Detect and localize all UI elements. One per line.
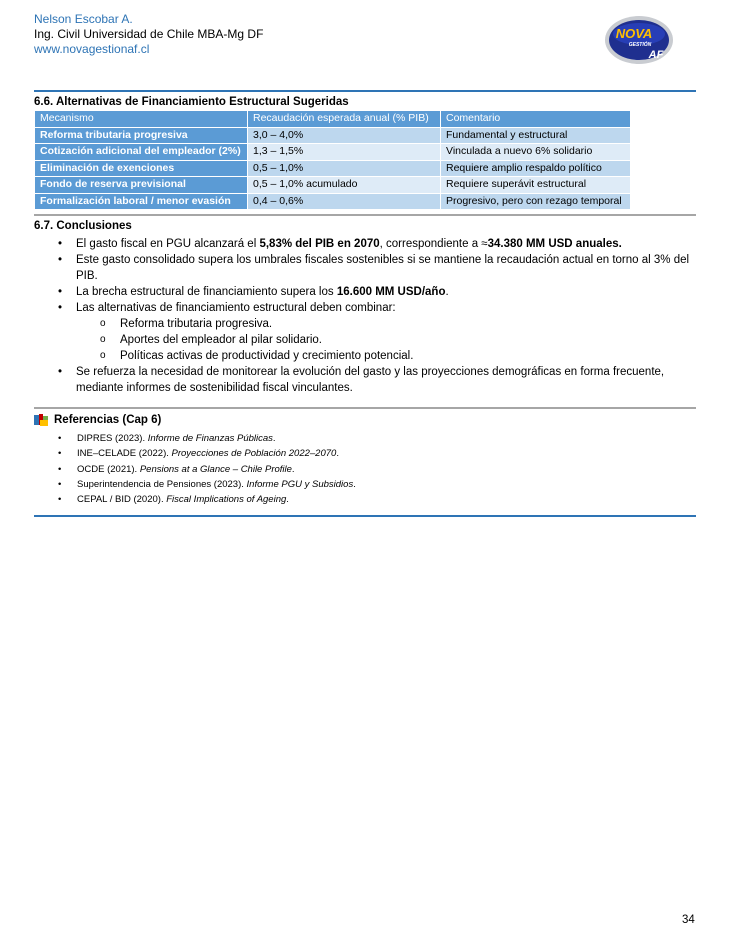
table-row	[35, 160, 631, 177]
text-run: Aportes del empleador al pilar solidario.	[120, 334, 322, 346]
header-divider	[34, 90, 696, 92]
text-run: Reforma tributaria progresiva.	[120, 318, 273, 330]
text-italic: Fiscal Implications of Ageing	[166, 494, 287, 506]
list-item	[34, 284, 696, 300]
col-header-recaudacion: Recaudación esperada anual (% PIB)	[248, 111, 441, 128]
col-header-mecanismo: Mecanismo	[35, 111, 248, 128]
text-run: , correspondiente a ≈	[379, 238, 488, 250]
reference-item	[34, 446, 356, 461]
bullet-icon: •	[58, 433, 62, 444]
text-run: .	[445, 286, 449, 298]
reference-item	[34, 431, 356, 446]
text-run: La brecha estructural de financiamiento supera los	[76, 286, 337, 298]
table-row	[35, 144, 631, 161]
section-divider	[34, 407, 696, 409]
references-list	[34, 431, 356, 507]
sub-list-item	[76, 332, 696, 348]
reference-item	[34, 492, 356, 507]
text-run: OCDE (2021).	[77, 463, 140, 475]
page-number: 34	[682, 914, 695, 926]
text-run: .	[286, 494, 289, 506]
sub-list	[76, 316, 696, 364]
text-run: .	[336, 448, 339, 460]
circle-bullet-icon: o	[100, 350, 106, 361]
cell-comentario: Requiere amplio respaldo político	[441, 160, 631, 177]
list-item	[34, 300, 696, 364]
table-row	[35, 177, 631, 194]
list-item	[34, 364, 696, 396]
cell-comentario: Fundamental y estructural	[441, 127, 631, 144]
section-66-title: 6.6. Alternativas de Financiamiento Estructural Sugeridas	[34, 96, 349, 108]
bullet-icon: •	[58, 494, 62, 506]
text-italic: Pensions at a Glance – Chile Profile	[139, 463, 292, 475]
cell-comentario: Requiere superávit estructural	[441, 177, 631, 194]
nova-gestion-logo	[604, 14, 674, 66]
table-row	[35, 193, 631, 210]
bullet-icon: •	[58, 366, 63, 378]
table-row	[35, 127, 631, 144]
text-run: Las alternativas de financiamiento estructural deben combinar:	[76, 302, 396, 314]
bullet-icon: •	[58, 238, 63, 250]
text-run: Políticas activas de productividad y crecimiento potencial.	[120, 350, 414, 362]
text-run: CEPAL / BID (2020).	[77, 494, 167, 506]
cell-mecanismo: Eliminación de exenciones	[35, 160, 248, 177]
website-link[interactable]: www.novagestionaf.cl	[34, 42, 150, 56]
bullet-icon: •	[58, 302, 63, 314]
text-run: .	[353, 478, 356, 490]
references-title-text: Referencias (Cap 6)	[54, 414, 162, 426]
list-item	[34, 252, 696, 284]
logo-gestion-text: GESTIÓN	[628, 42, 652, 48]
text-bold: 16.600 MM USD/año	[336, 286, 446, 298]
page-header	[34, 12, 263, 57]
author-name: Nelson Escobar A.	[34, 12, 133, 26]
text-run: Superintendencia de Pensiones (2023).	[77, 478, 247, 490]
cell-mecanismo: Formalización laboral / menor evasión	[35, 193, 248, 210]
bullet-icon: •	[58, 463, 62, 475]
bullet-icon: •	[58, 478, 62, 490]
cell-recaudacion: 3,0 – 4,0%	[248, 127, 441, 144]
books-icon	[34, 414, 48, 426]
text-bold: 5,83% del PIB en 2070	[259, 238, 380, 250]
conclusions-list	[34, 236, 696, 396]
logo-af-text: AF	[648, 49, 664, 61]
text-bold: 34.380 MM USD anuales.	[487, 238, 622, 250]
text-run: INE–CELADE (2022).	[77, 448, 172, 460]
reference-item	[34, 477, 356, 492]
text-run: Este gasto consolidado supera los umbrales fiscales sostenibles si se mantiene la recaudación actual en torno al 3% del PIB.	[76, 254, 690, 282]
section-67-title: 6.7. Conclusiones	[34, 220, 132, 232]
text-run: DIPRES (2023).	[77, 433, 148, 444]
list-item	[34, 236, 696, 252]
cell-recaudacion: 0,5 – 1,0%	[248, 160, 441, 177]
footer-divider	[34, 515, 696, 517]
circle-bullet-icon: o	[100, 318, 106, 329]
text-run: El gasto fiscal en PGU alcanzará el	[76, 238, 260, 250]
circle-bullet-icon: o	[100, 334, 106, 345]
sub-list-item	[76, 348, 696, 364]
financing-table	[34, 110, 631, 210]
bullet-icon: •	[58, 448, 62, 460]
cell-comentario: Progresivo, pero con rezago temporal	[441, 193, 631, 210]
cell-recaudacion: 0,5 – 1,0% acumulado	[248, 177, 441, 194]
cell-comentario: Vinculada a nuevo 6% solidario	[441, 144, 631, 161]
text-italic: Proyecciones de Población 2022–2070	[171, 448, 337, 460]
section-divider	[34, 214, 696, 216]
cell-mecanismo: Cotización adicional del empleador (2%)	[35, 144, 248, 161]
text-italic: Informe de Finanzas Públicas	[147, 433, 273, 444]
logo-nova-text: NOVA	[615, 26, 653, 41]
col-header-comentario: Comentario	[441, 111, 631, 128]
text-run: .	[272, 433, 276, 444]
author-title: Ing. Civil Universidad de Chile MBA-Mg DF	[34, 27, 264, 41]
cell-recaudacion: 0,4 – 0,6%	[248, 193, 441, 210]
cell-mecanismo: Reforma tributaria progresiva	[35, 127, 248, 144]
text-run: Se refuerza la necesidad de monitorear la evolución del gasto y las proyecciones demográficas en forma frecuente, mediante informes de sostenibilidad fiscal vinculantes.	[76, 366, 665, 394]
sub-list-item	[76, 316, 696, 332]
cell-recaudacion: 1,3 – 1,5%	[248, 144, 441, 161]
text-run: .	[291, 463, 295, 475]
cell-mecanismo: Fondo de reserva previsional	[35, 177, 248, 194]
references-title	[34, 414, 161, 426]
bullet-icon: •	[58, 286, 63, 298]
text-italic: Informe PGU y Subsidios	[246, 478, 354, 490]
table-header-row	[35, 111, 631, 128]
bullet-icon: •	[58, 254, 63, 266]
reference-item	[34, 462, 356, 477]
